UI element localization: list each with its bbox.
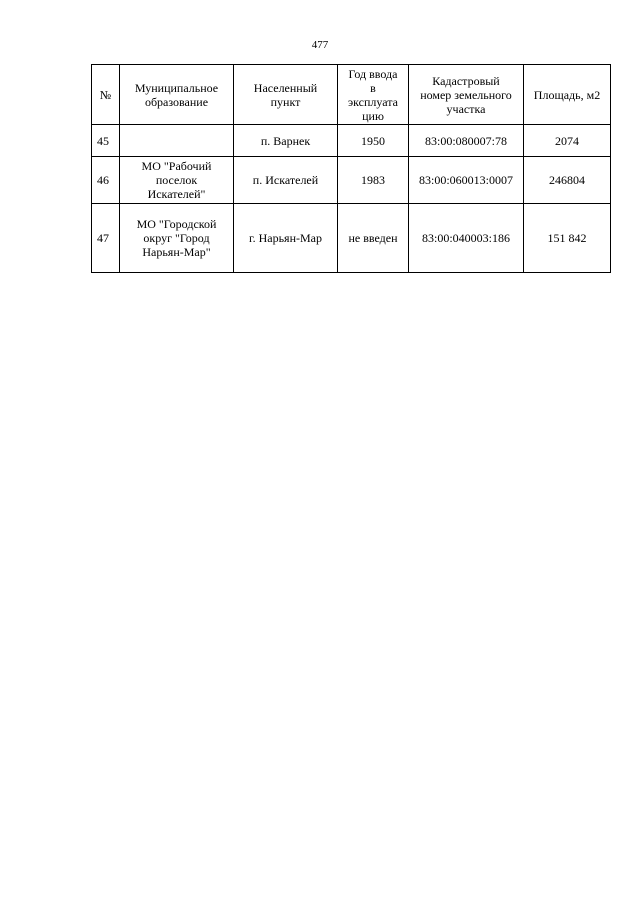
land-plots-table xyxy=(91,64,611,273)
cell-cadastral: 83:00:080007:78 xyxy=(409,125,524,157)
cell-num: 47 xyxy=(92,204,120,273)
cell-settlement: п. Варнек xyxy=(234,125,338,157)
cell-settlement: г. Нарьян-Мар xyxy=(234,204,338,273)
cell-municipality: МО "Городской округ "Город Нарьян-Мар" xyxy=(120,204,234,273)
table-header-row xyxy=(92,65,611,125)
table-row xyxy=(92,125,611,157)
header-municipality: Муниципальное образование xyxy=(120,65,234,125)
cell-cadastral: 83:00:060013:0007 xyxy=(409,157,524,204)
cell-municipality xyxy=(120,125,234,157)
cell-num: 46 xyxy=(92,157,120,204)
cell-year: 1950 xyxy=(338,125,409,157)
header-settlement: Населенный пункт xyxy=(234,65,338,125)
header-cadastral: Кадастровый номер земельного участка xyxy=(409,65,524,125)
cell-year: не введен xyxy=(338,204,409,273)
cell-area: 246804 xyxy=(524,157,611,204)
header-year: Год ввода в эксплуата цию xyxy=(338,65,409,125)
cell-cadastral: 83:00:040003:186 xyxy=(409,204,524,273)
cell-municipality: МО "Рабочий поселок Искателей" xyxy=(120,157,234,204)
cell-area: 2074 xyxy=(524,125,611,157)
table-row xyxy=(92,157,611,204)
page-number: 477 xyxy=(311,39,329,51)
cell-settlement: п. Искателей xyxy=(234,157,338,204)
header-num: № xyxy=(92,65,120,125)
cell-area: 151 842 xyxy=(524,204,611,273)
table-row xyxy=(92,204,611,273)
cell-num: 45 xyxy=(92,125,120,157)
cell-year: 1983 xyxy=(338,157,409,204)
header-area: Площадь, м2 xyxy=(524,65,611,125)
